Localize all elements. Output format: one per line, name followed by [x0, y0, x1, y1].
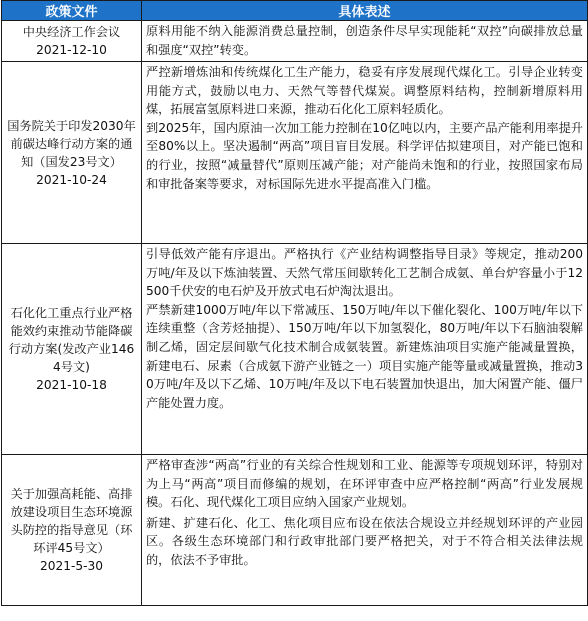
statement-paragraph: 严格审查涉“两高”行业的有关综合性规划和工业、能源等专项规划环评，特别对为上马“两高”项目而修编的规划，在环评审查中应严格控制“两高”行业发展规模。石化、现代煤化工项目应纳入国家产业规划。: [146, 458, 583, 510]
statement-paragraph: 严禁新建1000万吨/年以下常减压、150万吨/年以下催化裂化、100万吨/年以下连续重整（含芳烃抽提）、150万吨/年以下加氢裂化，80万吨/年以下石脑油裂解制乙烯，固定层间歇气化技术制合成氨装置。新建炼油项目实施产能减量置换，新建电石、尿素（合成氨下游产业链之一）项目实施产能等量或减量置换，推动30万吨/年及以下乙烯、10万吨/年及以下电石装置加快退出，加大闲置产能、僵尸产能处置力度。: [146, 302, 583, 410]
policy-date: 2021-10-18: [36, 378, 107, 392]
policy-date: 2021-12-10: [36, 43, 107, 57]
policy-cell: [2, 244, 142, 455]
header-policy-file: 政策文件: [2, 1, 142, 21]
statement-cell: [142, 455, 588, 606]
policy-cell: [2, 21, 142, 62]
statement-paragraph: 到2025年，国内原油一次加工能力控制在10亿吨以内，主要产品产能利用率提升至80%以上。坚决遏制“两高”项目盲目发展。科学评估拟建项目，对产能已饱和的行业，按照“减量替代”原则压减产能；对产能尚未饱和的行业，按照国家布局和审批备案等要求，对标国际先进水平提高准入门槛。: [146, 120, 583, 191]
policy-title: 中央经济工作会议: [22, 25, 121, 39]
statement-paragraph: 新建、扩建石化、化工、焦化项目应布设在依法合规设立并经规划环评的产业园区。各级生态环境部门和行政审批部门要严格把关，对于不符合相关法律法规的，依法不予审批。: [146, 515, 583, 567]
statement-cell: [142, 244, 588, 455]
policy-date: 2021-5-30: [39, 559, 104, 573]
statement-paragraph: 引导低效产能有序退出。严格执行《产业结构调整指导目录》等规定，推动200万吨/年及以下炼油装置、天然气常压间歇转化工艺制合成氨、单台炉容量小于12500千伏安的电石炉及开放式电石炉淘汰退出。: [146, 247, 583, 299]
statement-cell: [142, 62, 588, 244]
statement-paragraph: 原料用能不纳入能源消费总量控制，创造条件尽早实现能耗“双控”向碳排放总量和强度“双控”转变。: [146, 24, 583, 57]
policy-date: 2021-10-24: [36, 172, 107, 187]
policy-cell: [2, 455, 142, 606]
policy-title: 关于加强高耗能、高排放建设项目生态环境源头防控的指导意见（环环评45号文）: [10, 487, 133, 555]
policy-title: 石化化工重点行业严格能效约束推动节能降碳行动方案(发改产业1464号文): [8, 306, 135, 374]
header-specific-statement: 具体表述: [142, 1, 588, 21]
policy-table: [1, 0, 588, 606]
table-row: [2, 21, 588, 62]
policy-cell: [2, 62, 142, 244]
statement-cell: [142, 21, 588, 62]
table-row: [2, 62, 588, 244]
statement-paragraph: 严控新增炼油和传统煤化工生产能力，稳妥有序发展现代煤化工。引导企业转变用能方式，鼓励以电力、天然气等替代煤炭。调整原料结构，控制新增原料用煤，拓展富氢原料进口来源，推动石化化工原料轻质化。: [146, 65, 583, 117]
policy-title: 国务院关于印发2030年前碳达峰行动方案的通知（国发23号文）: [7, 118, 136, 169]
header-row: [2, 1, 588, 21]
table-row: [2, 244, 588, 455]
table-row: [2, 455, 588, 606]
